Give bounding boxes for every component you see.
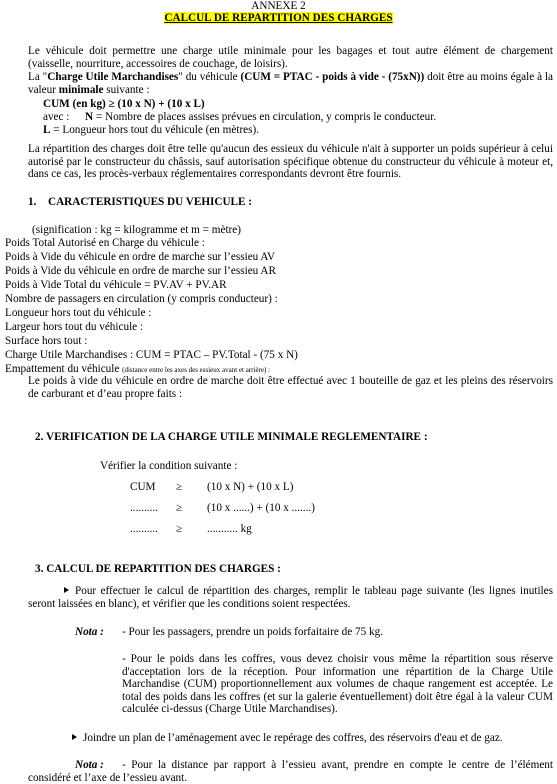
intro-p2-a: La " <box>28 71 48 83</box>
length-line: Longueur hors tout du véhicule : <box>5 307 152 319</box>
triangle-bullet-icon <box>64 587 69 593</box>
intro-p2-cum-term: Charge Utile Marchandises <box>47 71 179 83</box>
condition-row-3-right: ........... kg <box>207 523 252 535</box>
intro-paragraph-1: Le véhicule doit permettre une charge utile minimale pour les bagages et tout autre élément de chargement (vaisselle, nourriture, accessoires de couchage, de loisirs). <box>28 45 553 70</box>
condition-row-2-left: .......... <box>130 502 158 514</box>
condition-row-1-op: ≥ <box>176 481 183 493</box>
nota-label: Nota : <box>75 626 104 638</box>
condition-row-3-left: .......... <box>130 523 158 535</box>
l-symbol: L <box>43 124 51 136</box>
bullet-join-plan <box>72 732 503 745</box>
nota-coffres: - Pour le poids dans les coffres, vous devez choisir vous même la répartition sous réserve d'acceptation lors de la réception. Pour information une répartition de la Charge Utile Marchandise (CUM) proportionnellement aux volumes de chaque rangement est acceptée. Le total des poids dans les coffres (et sur la galerie éventuellement) doit être égal à la valeur CUM calculée ci-dessus (Charge Utile Marchandises). <box>122 653 553 715</box>
intro-p2-b: " du véhicule <box>178 71 241 83</box>
units-signification: (signification : kg = kilogramme et m = mètre) <box>32 224 241 236</box>
nota-distance: - Pour la distance par rapport à l’essieu avant, prendre en compte le centre de l’élément considéré et l’axe de l’essieu avant. <box>28 759 553 784</box>
pv-total-line: Poids à Vide Total du véhicule = PV.AV + PV.AR <box>5 279 227 291</box>
nota-passengers: - Pour les passagers, prendre un poids forfaitaire de 75 kg. <box>122 626 383 638</box>
n-symbol: N <box>85 111 94 123</box>
section2-title: 2. VERIFICATION DE LA CHARGE UTILE MINIMALE REGLEMENTAIRE : <box>35 431 428 443</box>
pv-av-line: Poids à Vide du véhicule en ordre de marche sur l’essieu AV <box>5 251 276 263</box>
section3-title: 3. CALCUL DE REPARTITION DES CHARGES : <box>35 563 281 575</box>
avec-label: avec : <box>43 111 70 123</box>
cum-formula: CUM (en kg) ≥ (10 x N) + (10 x L) <box>43 98 205 110</box>
bullet-fill-table <box>28 585 553 610</box>
section1-number: 1. <box>28 196 37 208</box>
condition-row-1-right: (10 x N) + (10 x L) <box>207 481 294 493</box>
wheelbase-note: (distance entre les axes des essieux avant et arrière) : <box>122 366 271 374</box>
intro-p2-cum-formula: (CUM = PTAC - poids à vide - (75xN)) <box>240 71 425 83</box>
intro-p2-minimale: minimale <box>58 83 104 96</box>
bullet-fill-table-text: Pour effectuer le calcul de répartition des charges, remplir le tableau page suivante (les lignes inutiles seront laissées en blanc), et vérifier que les conditions soient respectées. <box>28 585 553 610</box>
cum-line: Charge Utile Marchandises : CUM = PTAC – PV.Total - (75 x N) <box>5 349 298 361</box>
page-title <box>0 12 557 25</box>
condition-row-2-op: ≥ <box>176 502 183 514</box>
width-line: Largeur hors tout du véhicule : <box>5 321 144 333</box>
empty-weight-note: Le poids à vide du véhicule en ordre de marche doit être effectué avec 1 bouteille de gaz et les pleins des réservoirs de carburant et d’eau propre faits : <box>28 375 553 400</box>
page-title-text: CALCUL DE REPARTITION DES CHARGES <box>164 12 393 24</box>
condition-row-1-left: CUM <box>130 481 156 493</box>
pv-ar-line: Poids à Vide du véhicule en ordre de marche sur l’essieu AR <box>5 265 276 277</box>
intro-paragraph-3: La répartition des charges doit être telle qu'aucun des essieux du véhicule n'ait à supporter un poids supérieur à celui autorisé par le constructeur du châssis, sauf autorisation spécifique obtenue du constructeur du véhicule à moteur et, dans ce cas, les procès-verbaux réglementaires correspondants devront être fournis. <box>28 143 553 180</box>
intro-p2-c: doit être au moins égale à la valeur <box>28 71 553 96</box>
passengers-line: Nombre de passagers en circulation (y compris conducteur) : <box>5 293 278 305</box>
surface-line: Surface hors tout : <box>5 335 88 347</box>
bullet-join-plan-text: Joindre un plan de l’aménagement avec le repérage des coffres, des réservoirs d'eau et de gaz. <box>83 732 503 744</box>
wheelbase-label: Empattement du véhicule <box>5 363 120 375</box>
verify-condition-label: Vérifier la condition suivante : <box>100 460 238 472</box>
section1-title: CARACTERISTIQUES DU VEHICULE : <box>48 196 253 208</box>
l-definition <box>43 124 259 137</box>
n-def-text: = Nombre de places assises prévues en circulation, y compris le conducteur. <box>93 111 437 123</box>
intro-paragraph-2 <box>28 71 553 96</box>
condition-row-3-op: ≥ <box>176 523 183 535</box>
condition-row-2-right: (10 x ......) + (10 x .......) <box>207 502 315 514</box>
l-def-text: = Longueur hors tout du véhicule (en mètres). <box>50 124 260 136</box>
ptac-line: Poids Total Autorisé en Charge du véhicule : <box>5 237 205 249</box>
annex-label: ANNEXE 2 <box>251 0 306 12</box>
nota-label-2: Nota : <box>75 759 104 771</box>
triangle-bullet-icon <box>72 734 77 740</box>
intro-p2-d: suivante : <box>103 83 150 96</box>
n-definition <box>85 111 436 124</box>
